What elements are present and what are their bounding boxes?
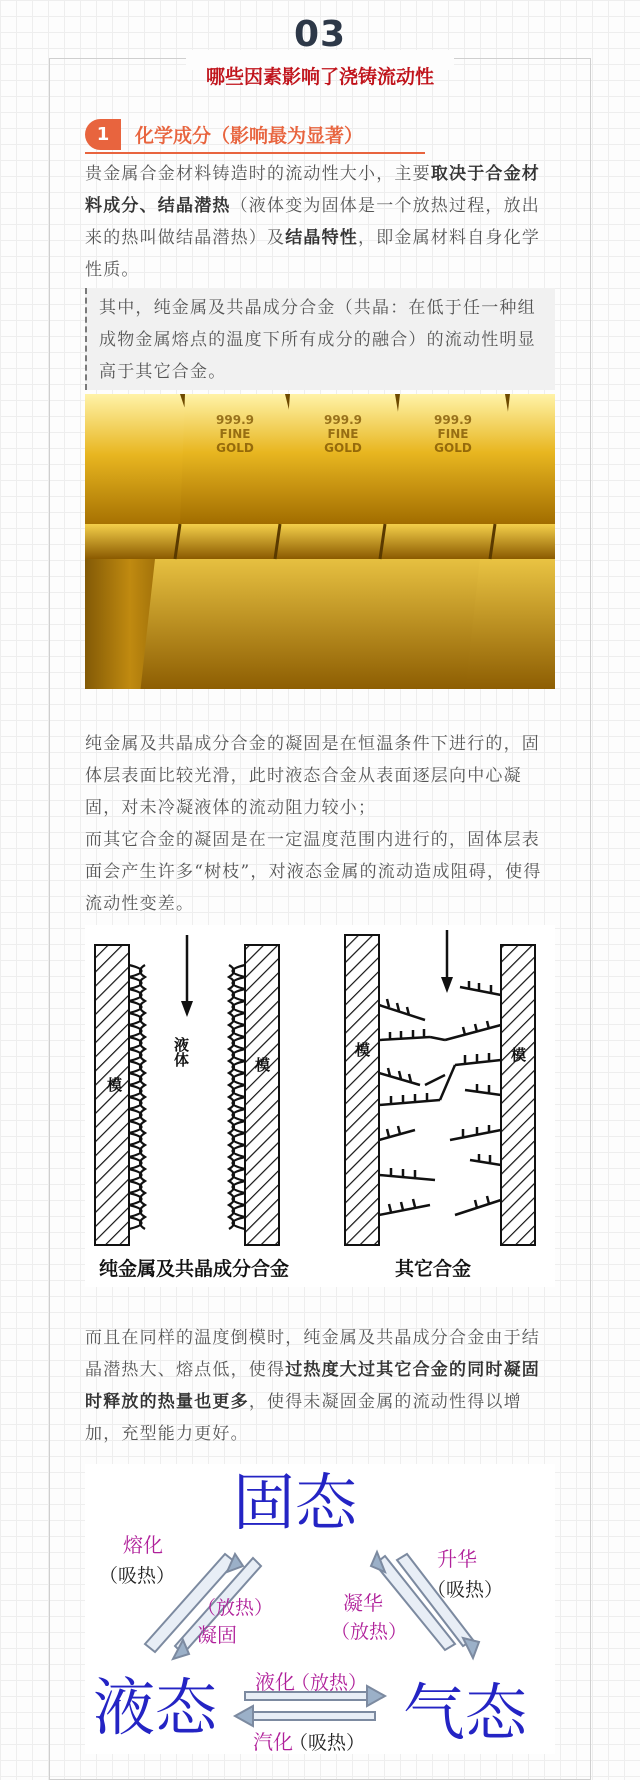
section-title: 哪些因素影响了浇铸流动性 [205, 66, 434, 88]
solidification-diagram [85, 925, 555, 1287]
caption-right: 其它合金 [395, 1258, 472, 1280]
quote-block [85, 288, 555, 390]
section-number: 03 [293, 14, 347, 55]
paragraph-solidification: 纯金属及共晶成分合金的凝固是在恒温条件下进行的，固体层表面比较光滑，此时液态合金从表面逐层向中心凝固，对未冷凝液体的流动阻力较小； 而其它合金的凝固是在一定温度范围内进行的，固体层表面会产生许多“树枝”，对液态金属的流动造成阻碍，使得流动性变差。 [85, 734, 542, 914]
subheading-index-badge: 1 [85, 119, 121, 150]
mold-label: 模 [107, 1076, 123, 1094]
sublime-label: 升华 [437, 1547, 477, 1571]
svg-text:（放热）: （放热） [331, 1621, 408, 1643]
subheading-text: 化学成分（影响最为显著） [135, 125, 364, 147]
svg-text:FINE: FINE [219, 427, 251, 441]
gas-state: 气态 [403, 1676, 528, 1749]
caption-left: 纯金属及共晶成分合金 [99, 1258, 290, 1280]
liquid-label: 液体 [172, 1037, 190, 1067]
svg-text:模: 模 [355, 1041, 371, 1059]
paragraph-latent-heat: 而且在同样的温度倒模时，纯金属及共晶成分合金由于结晶潜热大、熔点低，使得过热度大过其它合金的同时凝固时释放的热量也更多，使得未凝固金属的流动性得以增加，充型能力更好。 [85, 1328, 541, 1444]
vaporize-label: 汽化 [253, 1730, 293, 1754]
paragraph-intro: 贵金属合金材料铸造时的流动性大小，主要取决于合金材料成分、结晶潜热（液体变为固体是一个放热过程，放出来的热叫做结晶潜热）及结晶特性，即金属材料自身化学性质。 [85, 164, 541, 280]
svg-text:GOLD: GOLD [434, 441, 472, 455]
gold-bars-photo [85, 394, 555, 689]
svg-text:模: 模 [511, 1046, 527, 1064]
svg-text:FINE: FINE [327, 427, 359, 441]
svg-text:999.9: 999.9 [434, 413, 472, 427]
solid-state: 固态 [233, 1466, 358, 1539]
liquid-state: 液态 [93, 1671, 218, 1744]
svg-text:（放热）: （放热） [291, 1672, 368, 1694]
condense-label: 液化 [255, 1670, 295, 1694]
svg-text:FINE: FINE [437, 427, 469, 441]
melt-label: 熔化 [123, 1533, 163, 1557]
svg-text:GOLD: GOLD [324, 441, 362, 455]
gold-stamp: 999.9 [216, 413, 254, 427]
svg-text:（吸热）: （吸热） [427, 1579, 504, 1601]
phase-change-diagram [85, 1464, 555, 1754]
svg-text:（吸热）: （吸热） [289, 1732, 366, 1754]
freeze-label: 凝固 [197, 1623, 237, 1647]
deposit-label: 凝华 [343, 1591, 383, 1615]
subheading [85, 118, 425, 154]
svg-text:999.9: 999.9 [324, 413, 362, 427]
svg-text:模: 模 [255, 1056, 271, 1074]
svg-text:（放热）: （放热） [197, 1597, 274, 1619]
svg-text:GOLD: GOLD [216, 441, 254, 455]
svg-text:（吸热）: （吸热） [99, 1565, 176, 1587]
quote-text: 其中，纯金属及共晶成分合金（共晶：在低于任一种组成物金属熔点的温度下所有成分的融合）的流动性明显高于其它合金。 [99, 298, 536, 382]
